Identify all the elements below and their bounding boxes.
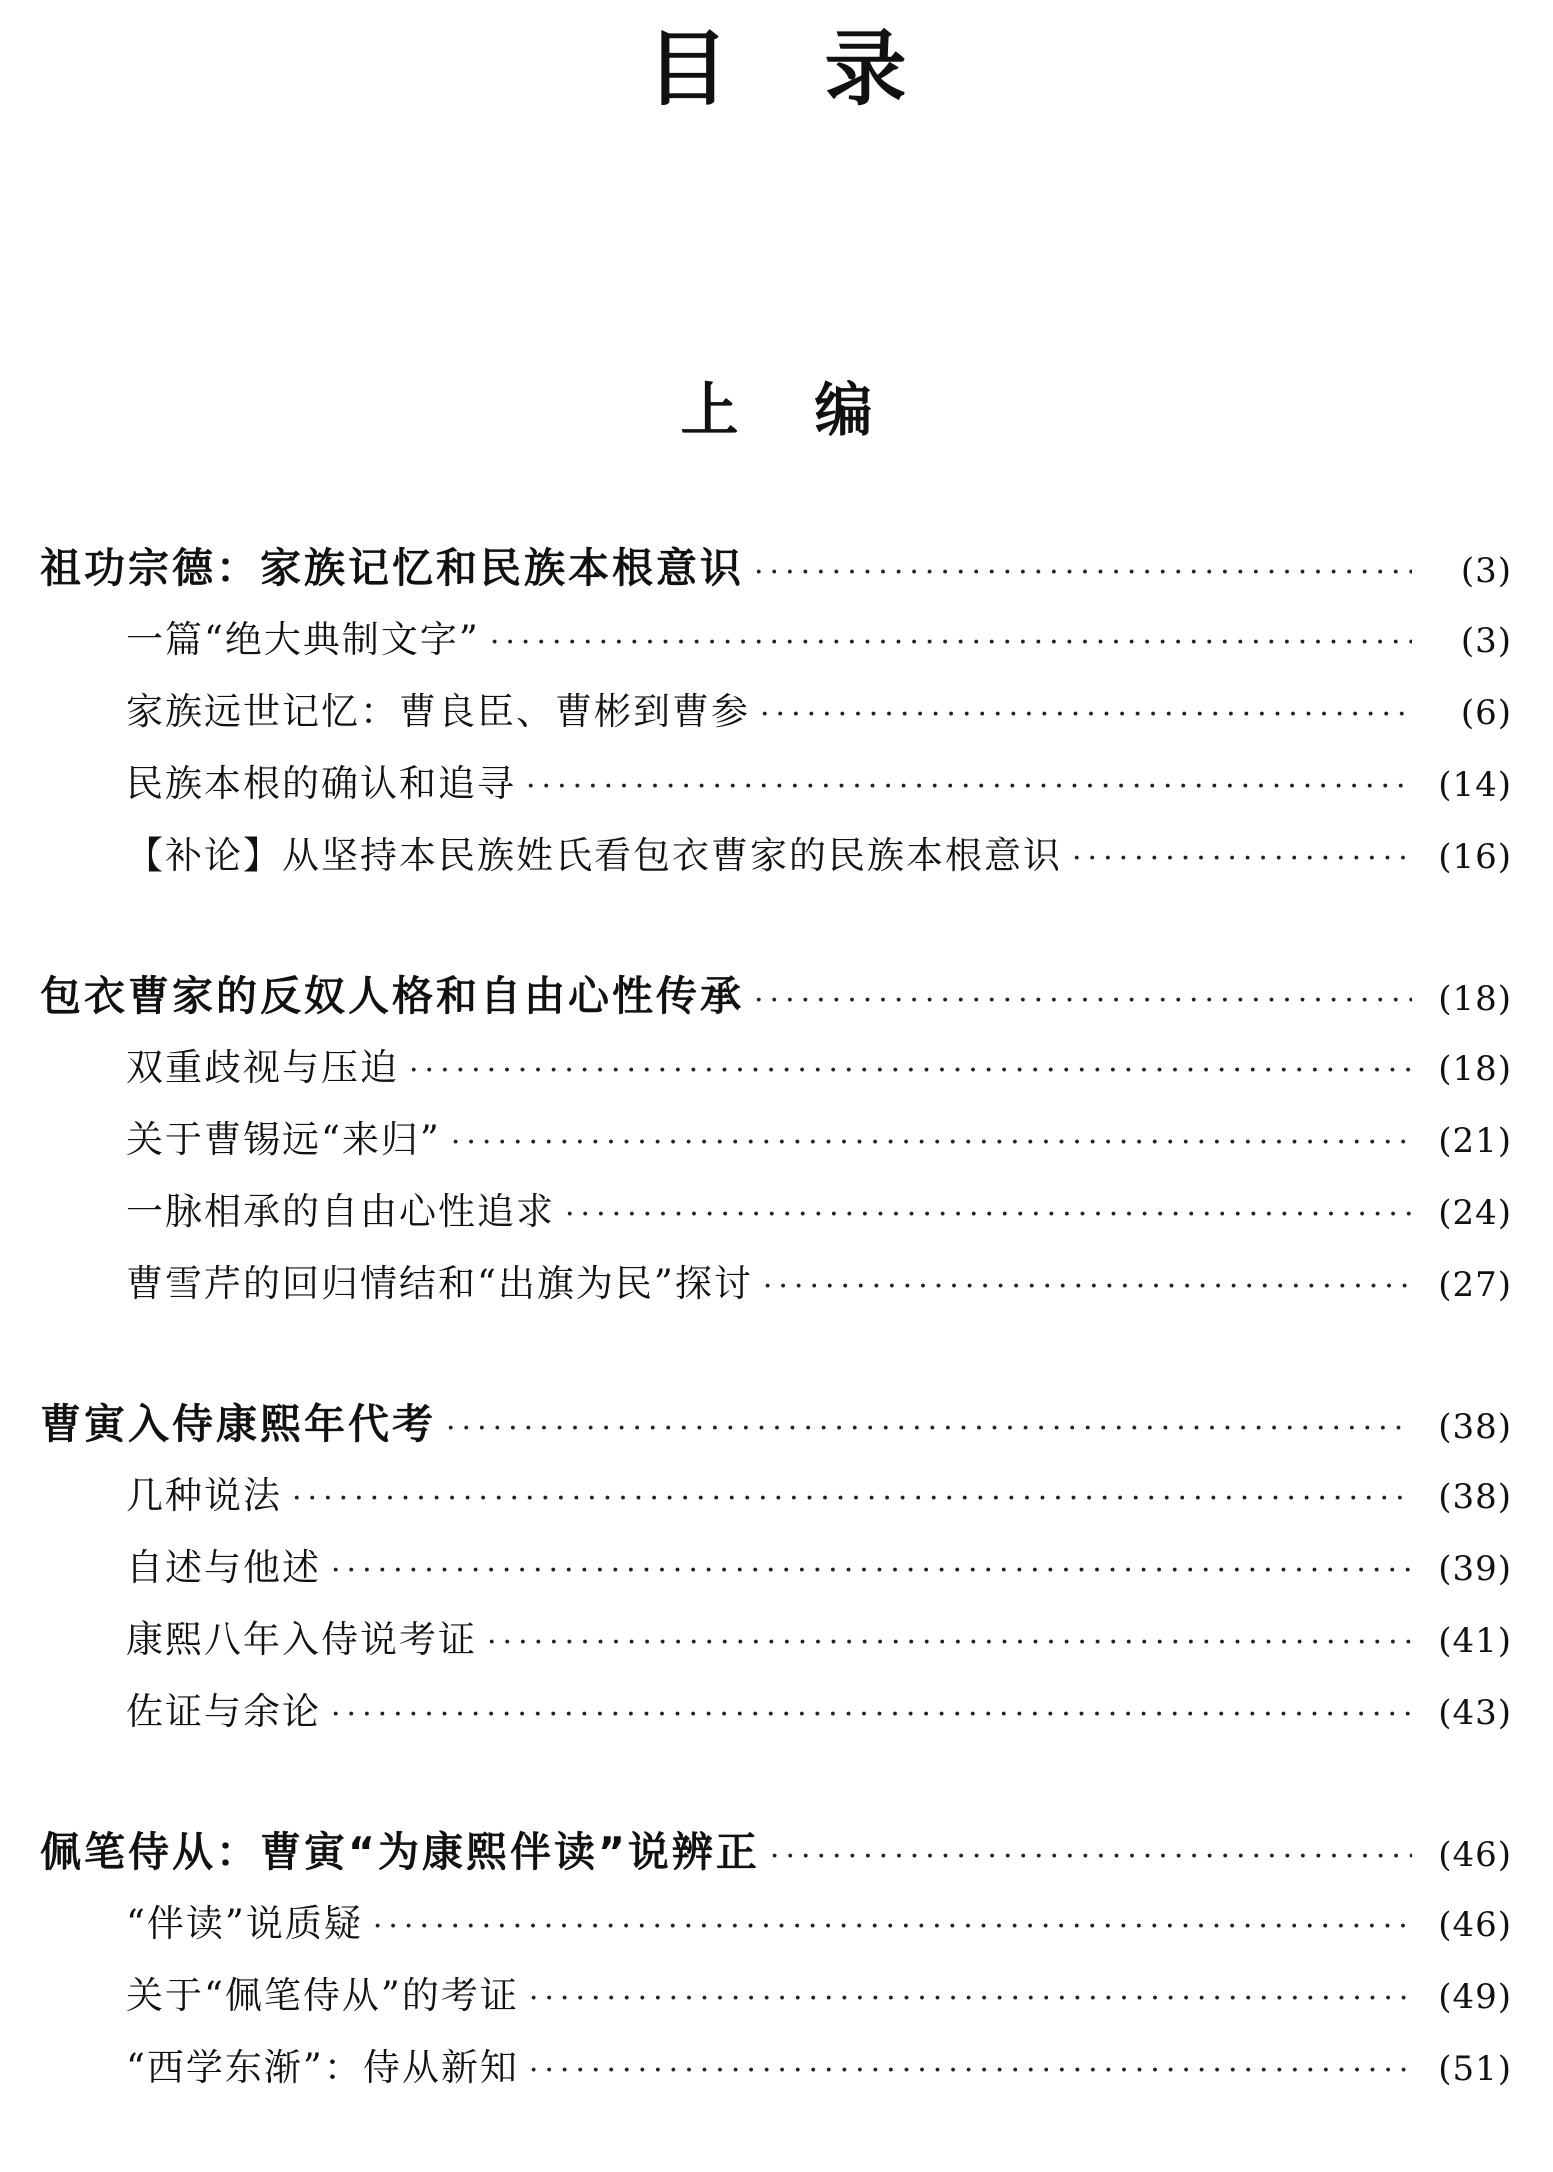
dot-leader [331, 1679, 1412, 1751]
dot-leader [770, 1821, 1412, 1893]
toc-section [40, 1388, 1512, 1748]
page-number: (3) [1460, 621, 1512, 661]
page-number: (27) [1438, 1265, 1512, 1305]
dot-leader [373, 1891, 1412, 1963]
chapter-entry[interactable] [40, 960, 1512, 1032]
subsection-title: 【补论】从坚持本民族姓氏看包衣曹家的民族本根意识 [126, 834, 1062, 877]
dot-leader [565, 1179, 1412, 1251]
page-number: (6) [1460, 693, 1512, 733]
dot-leader [763, 1251, 1412, 1323]
page-number: (18) [1438, 979, 1512, 1019]
dot-leader [526, 751, 1412, 823]
dot-leader [409, 1035, 1412, 1107]
subsection-entry[interactable] [40, 1676, 1512, 1748]
subsection-entry[interactable] [40, 820, 1512, 892]
subsection-title: 佐证与余论 [126, 1690, 321, 1733]
page-number: (46) [1438, 1835, 1512, 1875]
dot-leader [1072, 823, 1412, 895]
subsection-title: 关于“佩笔侍从”的考证 [126, 1974, 519, 2017]
page-number: (3) [1460, 551, 1512, 591]
page-number: (38) [1438, 1407, 1512, 1447]
page-number: (18) [1438, 1049, 1512, 1089]
page-number: (46) [1438, 1905, 1512, 1945]
dot-leader [451, 1107, 1412, 1179]
subsection-title: 家族远世记忆：曹良臣、曹彬到曹参 [126, 690, 750, 733]
subsection-title: “西学东渐”：侍从新知 [126, 2046, 519, 2089]
subsection-title: 民族本根的确认和追寻 [126, 762, 516, 805]
chapter-entry[interactable] [40, 1388, 1512, 1460]
subsection-entry[interactable] [40, 1532, 1512, 1604]
page-number: (21) [1438, 1121, 1512, 1161]
subsection-entry[interactable] [40, 1460, 1512, 1532]
chapter-entry[interactable] [40, 532, 1512, 604]
chapter-title: 包衣曹家的反奴人格和自由心性传承 [40, 972, 744, 1020]
dot-leader [754, 965, 1412, 1037]
dot-leader [446, 1393, 1412, 1465]
chapter-title: 曹寅入侍康熙年代考 [40, 1400, 436, 1448]
dot-leader [490, 607, 1412, 679]
subsection-entry[interactable] [40, 2032, 1512, 2104]
subsection-title: 双重歧视与压迫 [126, 1046, 399, 1089]
page-number: (39) [1438, 1549, 1512, 1589]
subsection-entry[interactable] [40, 1248, 1512, 1320]
subsection-entry[interactable] [40, 748, 1512, 820]
page-number: (24) [1438, 1193, 1512, 1233]
subsection-title: “伴读”说质疑 [126, 1902, 363, 1945]
dot-leader [754, 537, 1412, 609]
part-title: 上编 [680, 376, 949, 444]
page-number: (51) [1438, 2049, 1512, 2089]
dot-leader [331, 1535, 1412, 1607]
chapter-title: 祖功宗德：家族记忆和民族本根意识 [40, 544, 744, 592]
page-number: (14) [1438, 765, 1512, 805]
page-number: (41) [1438, 1621, 1512, 1661]
subsection-title: 自述与他述 [126, 1546, 321, 1589]
subsection-title: 关于曹锡远“来归” [126, 1118, 441, 1161]
page-number: (49) [1438, 1977, 1512, 2017]
chapter-title: 佩笔侍从：曹寅“为康熙伴读”说辨正 [40, 1828, 760, 1876]
subsection-entry[interactable] [40, 1104, 1512, 1176]
subsection-title: 康熙八年入侍说考证 [126, 1618, 477, 1661]
dot-leader [487, 1607, 1412, 1679]
page-number: (38) [1438, 1477, 1512, 1517]
subsection-entry[interactable] [40, 1604, 1512, 1676]
subsection-title: 一篇“绝大典制文字” [126, 618, 480, 661]
subsection-title: 一脉相承的自由心性追求 [126, 1190, 555, 1233]
chapter-entry[interactable] [40, 1816, 1512, 1888]
toc-section [40, 960, 1512, 1320]
subsection-title: 曹雪芹的回归情结和“出旗为民”探讨 [126, 1262, 753, 1305]
subsection-entry[interactable] [40, 1032, 1512, 1104]
subsection-entry[interactable] [40, 604, 1512, 676]
subsection-entry[interactable] [40, 1960, 1512, 2032]
toc-section [40, 1816, 1512, 2104]
table-of-contents [40, 532, 1512, 2172]
page-title: 目录 [646, 22, 1003, 117]
dot-leader [529, 1963, 1412, 2035]
subsection-entry[interactable] [40, 676, 1512, 748]
page-number: (16) [1438, 837, 1512, 877]
toc-section [40, 532, 1512, 892]
dot-leader [529, 2035, 1412, 2107]
subsection-entry[interactable] [40, 1888, 1512, 1960]
subsection-entry[interactable] [40, 1176, 1512, 1248]
subsection-title: 几种说法 [126, 1474, 282, 1517]
dot-leader [760, 679, 1412, 751]
page-number: (43) [1438, 1693, 1512, 1733]
dot-leader [292, 1463, 1412, 1535]
